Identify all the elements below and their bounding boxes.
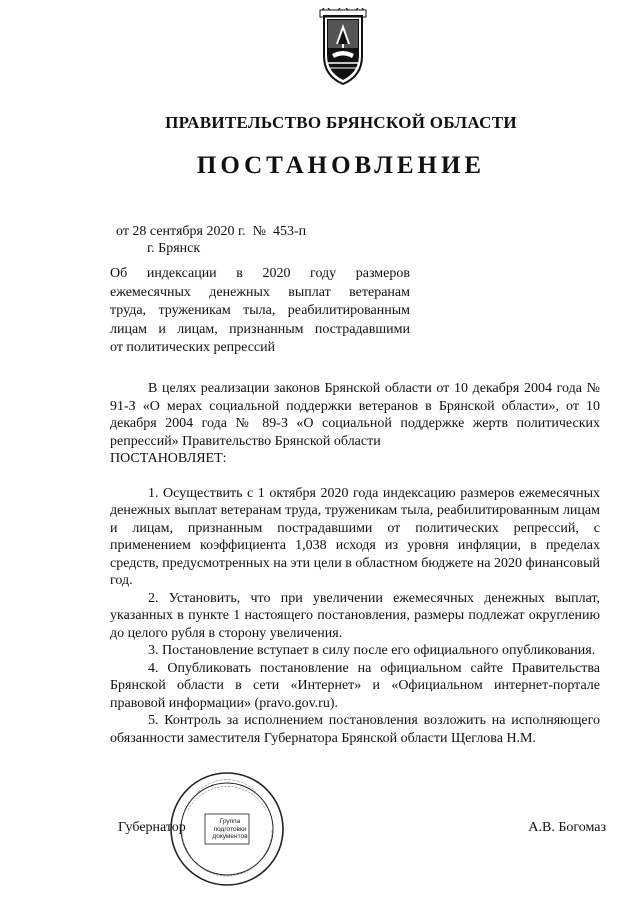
resolves-heading: ПОСТАНОВЛЯЕТ: <box>110 451 227 466</box>
preamble-paragraph: В целях реализации законов Брянской области от 10 декабря 2004 года № 91-З «О мерах социальной поддержки ветеранов в Брянской области», от 10 декабря 2004 года № 89-З «О социальной поддержке жертв политических репрессий» Правительство Брянской области <box>110 381 600 449</box>
signatory-name: А.В. Богомаз <box>528 820 606 835</box>
subject-line: лицам и лицам, признанным пострадавшими <box>110 321 410 337</box>
document-city: г. Брянск <box>147 241 201 256</box>
coat-of-arms-emblem <box>318 8 368 88</box>
subject-line: Об индексации в 2020 году размеров <box>110 266 410 281</box>
clause-paragraph: 5. Контроль за исполнением постановления возложить на исполняющего обязанности заместителя Губернатора Брянской области Щеглова Н.М. <box>110 713 600 746</box>
government-title: ПРАВИТЕЛЬСТВО БРЯНСКОЙ ОБЛАСТИ <box>165 113 517 132</box>
clause-paragraph: 3. Постановление вступает в силу после его официального опубликования. <box>148 643 596 658</box>
subject-line: труда, труженикам тыла, реабилитированным <box>110 303 410 319</box>
signatory-position: Губернатор <box>118 820 186 835</box>
stamp-line: документов <box>212 833 248 840</box>
document-type-title: ПОСТАНОВЛЕНИЕ <box>196 152 486 179</box>
stamp-line: подготовки <box>213 825 247 833</box>
document-body <box>110 380 600 747</box>
stamp-center-text <box>206 818 254 841</box>
clause-paragraph: 1. Осуществить с 1 октября 2020 года индексацию размеров ежемесячных денежных выплат ветеранам труда, труженикам тыла, реабилитированным лицам и лицам, признанным пострадавшими от политических репрессий, с применением коэффициента 1,038 исходя из уровня инфляции, в пределах средств, предусмотренных на эти цели в областном бюджете на 2020 финансовый год. <box>110 485 600 588</box>
document-subject <box>110 265 410 358</box>
subject-line: от политических репрессий <box>110 340 276 356</box>
clause-paragraph: 2. Установить, что при увеличении ежемесячных денежных выплат, указанных в пункте 1 настоящего постановления, размеры подлежат округлению до целого рубля в сторону увеличения. <box>110 590 600 641</box>
subject-line: ежемесячных денежных выплат ветеранам <box>110 284 410 300</box>
document-date-number: от 28 сентября 2020 г. № 453-п <box>116 224 307 239</box>
clause-paragraph: 4. Опубликовать постановление на официальном сайте Правительства Брянской области в сети «Интернет» и «Официальном интернет-портале правовой информации» (pravo.gov.ru). <box>110 660 600 711</box>
stamp-line: Группа <box>219 818 241 825</box>
